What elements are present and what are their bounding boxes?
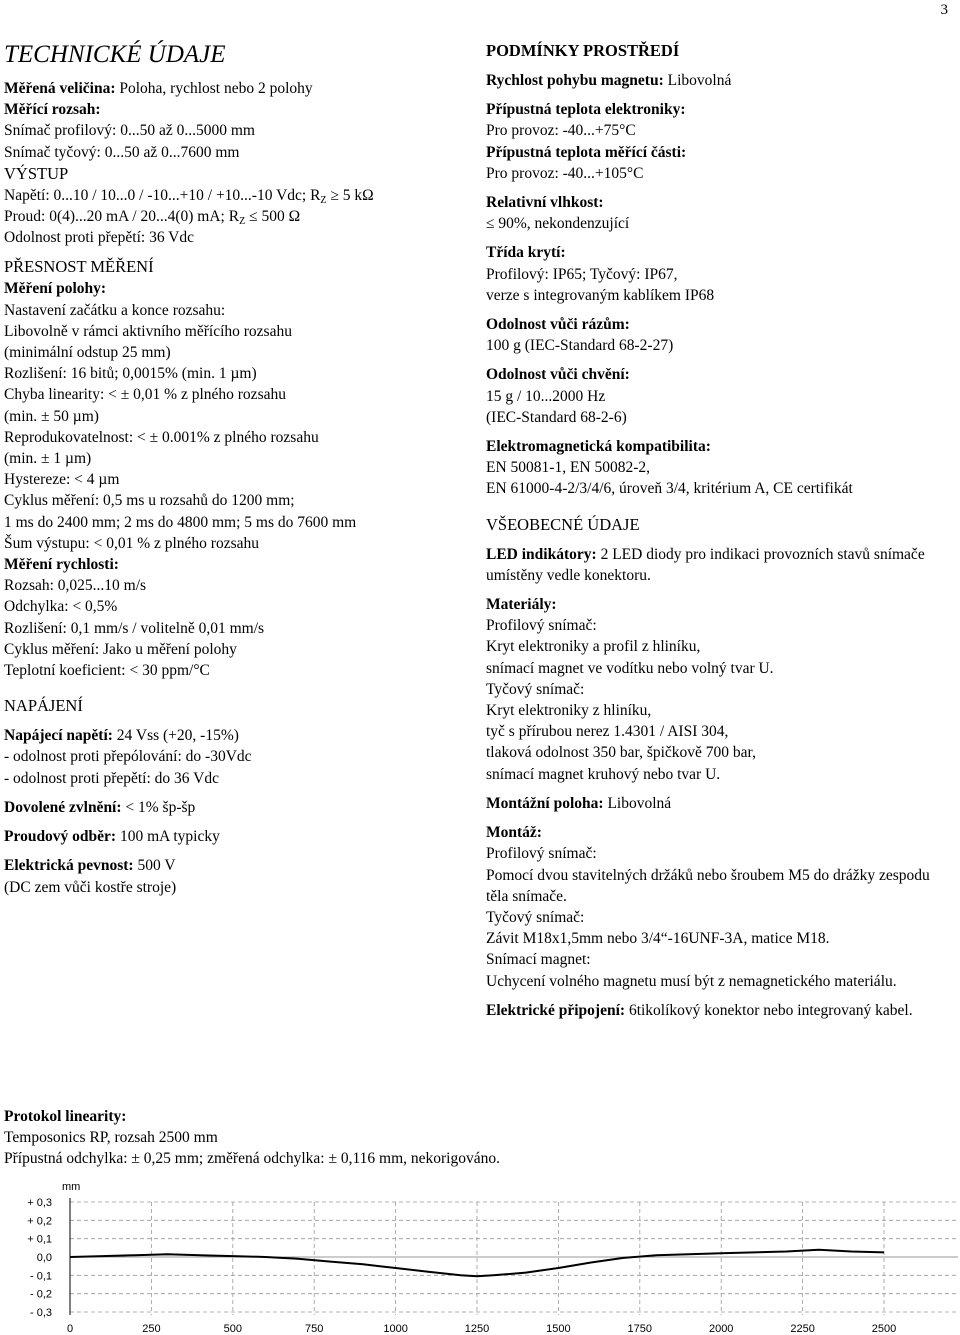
x-tick-label: 1000: [383, 1323, 408, 1335]
speed-line: Cyklus měření: Jako u měření polohy: [4, 640, 237, 658]
position-line: (min. ± 50 µm): [4, 407, 99, 425]
allowed-ripple: Dovolené zvlnění: < 1% šp-šp: [4, 798, 196, 816]
y-tick-label: + 0,2: [27, 1215, 52, 1228]
current-output: Proud: 0(4)...20 mA / 20...4(0) mA; $R_Z \le 500$ Ω: [4, 208, 301, 228]
electrical-connection: Elektrické připojení: 6tikolíkový konektor nebo integrovaný kabel.: [486, 1001, 913, 1019]
linearity-protocol: [4, 1106, 904, 1170]
materials-label: Materiály:: [486, 596, 557, 614]
humidity-value: ≤ 90%, nekondenzující: [486, 215, 630, 233]
measuring-part-temperature-label: Přípustná teplota měřící části:: [486, 143, 687, 161]
y-tick-label: + 0,3: [27, 1197, 52, 1209]
general-heading: VŠEOBECNÉ ÚDAJE: [486, 514, 640, 534]
materials-line: Kryt elektroniky z hliníku,: [486, 702, 652, 720]
vibration-resistance-label: Odolnost vůči chvění:: [486, 366, 630, 384]
supply-line: - odolnost proti přepólování: do -30Vdc: [4, 748, 252, 766]
position-line: 1 ms do 2400 mm; 2 ms do 4800 mm; 5 ms do 7600 mm: [4, 513, 357, 531]
supply-voltage: Napájecí napětí: 24 Vss (+20, -15%): [4, 727, 239, 745]
mounting-line: Snímací magnet:: [486, 951, 591, 969]
speed-measurement-label: Měření rychlosti:: [4, 556, 119, 574]
dielectric-strength: Elektrická pevnost: 500 V: [4, 857, 176, 875]
x-tick-label: 1250: [464, 1323, 490, 1335]
environment-heading: PODMÍNKY PROSTŘEDÍ: [486, 41, 680, 60]
materials-line: Profilový snímač:: [486, 617, 597, 635]
protection-class-label: Třída krytí:: [486, 244, 566, 262]
shock-resistance-label: Odolnost vůči rázům:: [486, 316, 630, 334]
page-number: 3: [940, 2, 948, 18]
dielectric-strength-note: (DC zem vůči kostře stroje): [4, 878, 177, 896]
position-line: Rozlišení: 16 bitů; 0,0015% (min. 1 µm): [4, 365, 257, 383]
x-tick-label: 500: [223, 1323, 242, 1335]
y-tick-label: + 0,1: [27, 1233, 52, 1246]
overvoltage-resistance: Odolnost proti přepětí: 36 Vdc: [4, 229, 194, 247]
materials-line: tlaková odolnost 350 bar, špičkově 700 bar,: [486, 744, 756, 762]
emc-line: EN 50081-1, EN 50082-2,: [486, 459, 651, 477]
range-line: Snímač tyčový: 0...50 až 0...7600 mm: [4, 143, 240, 161]
mounting-position: Montážní poloha: Libovolná: [486, 794, 672, 812]
linearity-chart: [0, 1176, 960, 1335]
vibration-line: 15 g / 10...2000 Hz: [486, 387, 606, 405]
shock-resistance-value: 100 g (IEC-Standard 68-2-27): [486, 337, 674, 355]
materials-line: snímací magnet kruhový nebo tvar U.: [486, 765, 721, 783]
speed-line: Rozsah: 0,025...10 m/s: [4, 577, 147, 595]
measuring-range-label: Měřící rozsah:: [4, 101, 101, 119]
protocol-label: Protokol linearity:: [4, 1108, 127, 1125]
protocol-line: Temposonics RP, rozsah 2500 mm: [4, 1129, 218, 1147]
magnet-speed: Rychlost pohybu magnetu: Libovolná: [486, 72, 732, 89]
position-line: Reprodukovatelnost: < ± 0.001% z plného rozsahu: [4, 428, 319, 446]
position-line: Hystereze: < 4 µm: [4, 471, 120, 489]
materials-line: Tyčový snímač:: [486, 680, 585, 698]
materials-line: tyč s přírubou nerez 1.4301 / AISI 304,: [486, 723, 729, 741]
x-tick-label: 250: [142, 1323, 161, 1335]
protection-line: Profilový: IP65; Tyčový: IP67,: [486, 265, 678, 283]
output-heading: VÝSTUP: [4, 163, 69, 183]
accuracy-heading: PŘESNOST MĚŘENÍ: [4, 257, 154, 277]
speed-line: Odchylka: < 0,5%: [4, 598, 118, 616]
x-tick-label: 2250: [790, 1323, 815, 1335]
supply-line: - odolnost proti přepětí: do 36 Vdc: [4, 769, 219, 787]
x-tick-label: 1750: [627, 1323, 653, 1335]
position-line: Šum výstupu: < 0,01 % z plného rozsahu: [4, 534, 259, 552]
y-tick-label: - 0,2: [29, 1288, 52, 1301]
speed-line: Rozlišení: 0,1 mm/s / volitelně 0,01 mm/s: [4, 619, 265, 637]
y-tick-label: 0,0: [36, 1252, 52, 1264]
position-measurement-label: Měření polohy:: [4, 280, 107, 298]
materials-line: snímací magnet ve vodítku nebo volný tvar U.: [486, 659, 774, 677]
right-column: [486, 40, 956, 1021]
materials-line: Kryt elektroniky a profil z hliníku,: [486, 638, 701, 656]
electronics-temperature-value: Pro provoz: -40...+75°C: [486, 122, 636, 140]
humidity-label: Relativní vlhkost:: [486, 194, 604, 212]
vibration-line: (IEC-Standard 68-2-6): [486, 408, 627, 426]
y-axis-unit-label: mm: [62, 1181, 81, 1193]
position-line: (min. ± 1 µm): [4, 450, 92, 468]
mounting-label: Montáž:: [486, 824, 542, 842]
x-tick-label: 2500: [871, 1323, 897, 1335]
current-consumption: Proudový odběr: 100 mA typicky: [4, 828, 220, 846]
y-tick-label: - 0,3: [29, 1307, 52, 1319]
mounting-line: Tyčový snímač:: [486, 908, 585, 926]
voltage-output: Napětí: 0...10 / 10...0 / -10...+10 / +10...-10 Vdc; $R_Z \ge 5$ kΩ: [4, 186, 374, 206]
position-line: (minimální odstup 25 mm): [4, 344, 171, 362]
position-line: Chyba linearity: < ± 0,01 % z plného rozsahu: [4, 386, 286, 404]
protection-line: verze s integrovaným kablíkem IP68: [486, 286, 715, 304]
measured-quantity: Měřená veličina: Poloha, rychlost nebo 2 polohy: [4, 80, 313, 97]
x-tick-label: 2000: [708, 1323, 734, 1335]
mounting-line: Profilový snímač:: [486, 845, 597, 863]
led-indicators: LED indikátory: 2 LED diody pro indikaci provozních stavů snímače umístěny vedle konektoru.: [486, 545, 925, 584]
range-line: Snímač profilový: 0...50 až 0...5000 mm: [4, 122, 255, 140]
mounting-line: Závit M18x1,5mm nebo 3/4“-16UNF-3A, matice M18.: [486, 930, 830, 948]
position-line: Cyklus měření: 0,5 ms u rozsahů do 1200 mm;: [4, 492, 295, 510]
x-tick-label: 0: [66, 1323, 74, 1335]
power-heading: NAPÁJENÍ: [4, 696, 83, 716]
y-tick-label: - 0,1: [29, 1270, 52, 1283]
mounting-line: Pomocí dvou stavitelných držáků nebo šroubem M5 do drážky zespodu těla snímače.: [486, 866, 930, 905]
x-tick-label: 1500: [546, 1323, 571, 1335]
position-line: Nastavení začátku a konce rozsahu:: [4, 301, 226, 319]
speed-line: Teplotní koeficient: < 30 ppm/°C: [4, 662, 210, 680]
position-line: Libovolně v rámci aktivního měřícího rozsahu: [4, 322, 292, 340]
emc-line: EN 61000-4-2/3/4/6, úroveň 3/4, kritérium A, CE certifikát: [486, 480, 853, 498]
left-column: [4, 40, 464, 898]
x-tick-label: 750: [305, 1323, 324, 1335]
emc-label: Elektromagnetická kompatibilita:: [486, 438, 711, 456]
protocol-line: Přípustná odchylka: ± 0,25 mm; změřená odchylka: ± 0,116 mm, nekorigováno.: [4, 1150, 500, 1168]
mounting-line: Uchycení volného magnetu musí být z nemagnetického materiálu.: [486, 972, 897, 990]
electronics-temperature-label: Přípustná teplota elektroniky:: [486, 101, 686, 119]
measuring-part-temperature-value: Pro provoz: -40...+105°C: [486, 164, 644, 182]
page-title: TECHNICKÉ ÚDAJE: [4, 41, 226, 68]
